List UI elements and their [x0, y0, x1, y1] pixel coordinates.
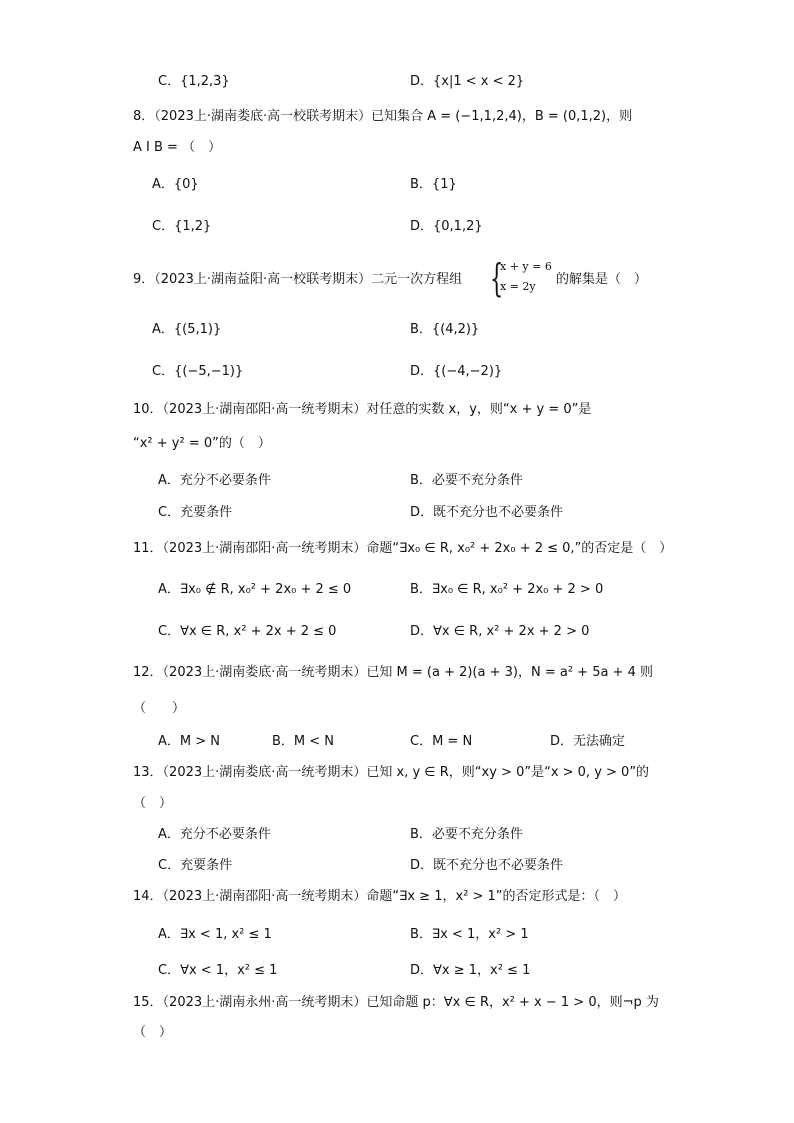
q13-stem-line1: 13．（2023上·湖南娄底·高一统考期末）已知 x, y ∈ R，则“xy > 0”是“x > 0, y > 0”的 — [133, 765, 650, 780]
q14-option-a: A．∃x < 1, x² ≤ 1 — [158, 927, 272, 942]
q13-option-b: B．必要不充分条件 — [410, 827, 523, 842]
q13-option-d: D．既不充分也不必要条件 — [410, 858, 564, 873]
q12-option-a: A．M > N — [158, 734, 220, 749]
q8-stem-line1: 8．（2023上·湖南娄底·高一校联考期末）已知集合 A = (−1,1,2,4)，B = (0,1,2)，则 — [133, 109, 633, 124]
q8-option-a: A．{0} — [152, 177, 199, 192]
q10-option-b: B．必要不充分条件 — [410, 473, 523, 488]
q14-option-d: D．∀x ≥ 1，x² ≤ 1 — [410, 963, 531, 978]
q12-stem-line1: 12．（2023上·湖南娄底·高一统考期末）已知 M = (a + 2)(a + 3)，N = a² + 5a + 4 则 — [133, 665, 653, 680]
q7-option-c: C．{1,2,3} — [158, 74, 230, 89]
q12-option-b: B．M < N — [272, 734, 335, 749]
q11-option-d: D．∀x ∈ R, x² + 2x + 2 > 0 — [410, 624, 590, 639]
q11-stem: 11．（2023上·湖南邵阳·高一统考期末）命题“∃x₀ ∈ R, x₀² + 2x₀ + 2 ≤ 0,”的否定是（ ） — [133, 541, 673, 556]
q9-option-c: C．{(−5,−1)} — [152, 364, 244, 379]
q14-option-b: B．∃x < 1，x² > 1 — [410, 927, 529, 942]
q9-stem-post: 的解集是（ ） — [556, 272, 648, 287]
q12-stem-line2: （ ） — [133, 701, 186, 716]
q14-stem: 14．（2023上·湖南邵阳·高一统考期末）命题“∃x ≥ 1，x² > 1”的否定形式是：（ ） — [133, 889, 627, 904]
q13-option-c: C．充要条件 — [158, 858, 233, 873]
q13-option-a: A．充分不必要条件 — [158, 827, 271, 842]
brace-icon: { — [490, 256, 504, 300]
q8-stem-line2: A I B = （ ） — [133, 140, 222, 155]
q9-stem-pre: 9．（2023上·湖南益阳·高一校联考期末）二元一次方程组 — [133, 272, 463, 287]
q8-option-b: B．{1} — [410, 177, 457, 192]
q10-option-d: D．既不充分也不必要条件 — [410, 505, 564, 520]
q9-option-d: D．{(−4,−2)} — [410, 364, 503, 379]
q11-option-b: B．∃x₀ ∈ R, x₀² + 2x₀ + 2 > 0 — [410, 582, 604, 597]
q9-equation-2: x = 2y — [500, 280, 536, 293]
q9-option-a: A．{(5,1)} — [152, 322, 222, 337]
q9-option-b: B．{(4,2)} — [410, 322, 480, 337]
q10-stem-line2: “x² + y² = 0”的（ ） — [133, 436, 271, 451]
q14-option-c: C．∀x < 1，x² ≤ 1 — [158, 963, 278, 978]
q7-option-d: D．{x|1 < x < 2} — [410, 74, 525, 89]
q11-option-c: C．∀x ∈ R, x² + 2x + 2 ≤ 0 — [158, 624, 337, 639]
q9-equation-1: x + y = 6 — [500, 260, 552, 273]
q8-option-c: C．{1,2} — [152, 219, 212, 234]
q8-option-d: D．{0,1,2} — [410, 219, 483, 234]
q11-option-a: A．∃x₀ ∉ R, x₀² + 2x₀ + 2 ≤ 0 — [158, 582, 352, 597]
q10-stem-line1: 10．（2023上·湖南邵阳·高一统考期末）对任意的实数 x，y，则“x + y = 0”是 — [133, 402, 592, 417]
q15-stem-line2: （ ） — [133, 1025, 173, 1040]
q12-option-c: C．M = N — [410, 734, 473, 749]
q13-stem-line2: （ ） — [133, 796, 173, 811]
q10-option-a: A．充分不必要条件 — [158, 473, 271, 488]
q12-option-d: D．无法确定 — [550, 734, 626, 749]
q15-stem-line1: 15．（2023上·湖南永州·高一统考期末）已知命题 p：∀x ∈ R，x² + x − 1 > 0，则¬p 为 — [133, 995, 659, 1010]
q9-equation-system — [490, 258, 550, 300]
q10-option-c: C．充要条件 — [158, 505, 233, 520]
